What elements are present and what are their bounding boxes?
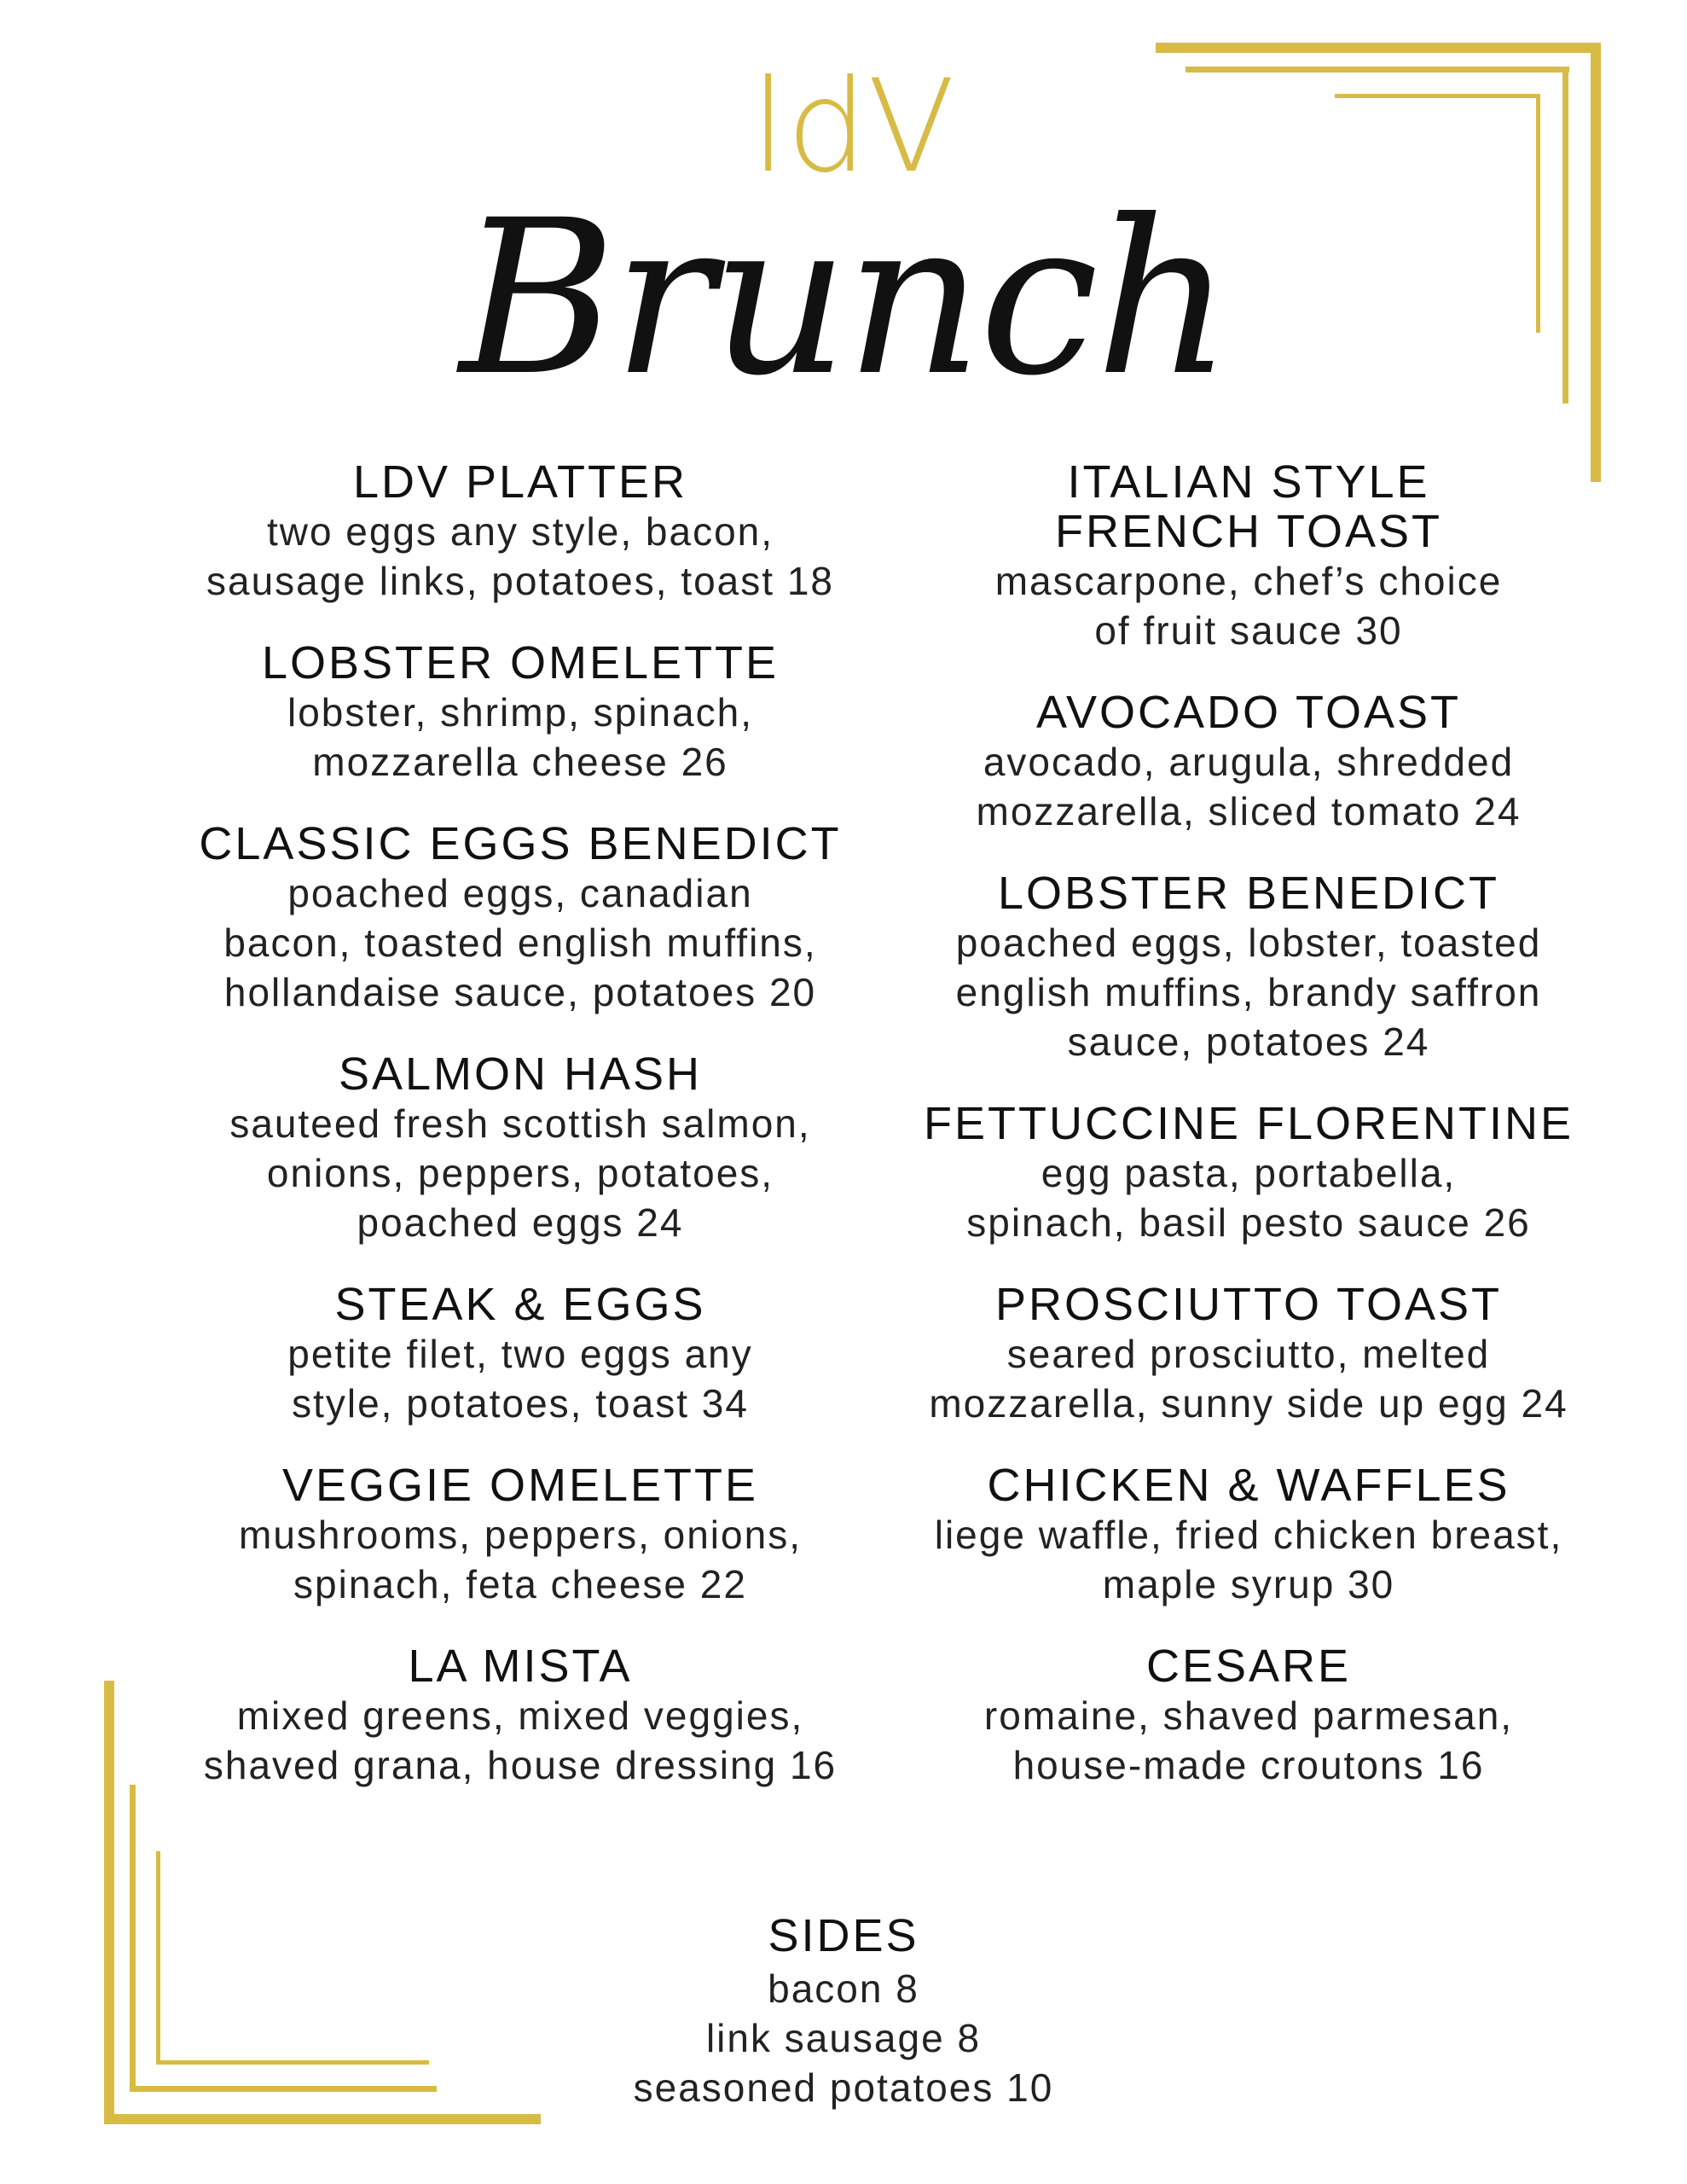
menu-item-name: PROSCIUTTO TOAST	[994, 1279, 1503, 1330]
corner-frame-top-right	[1562, 67, 1568, 404]
menu-item	[882, 868, 1615, 1066]
side-item: link sausage 8	[705, 2016, 982, 2060]
corner-frame-bottom-left	[156, 1851, 160, 2065]
menu-item-name: CESARE	[1145, 1641, 1352, 1692]
menu-item-name: LOBSTER BENEDICT	[997, 868, 1500, 919]
menu-item	[154, 1049, 887, 1247]
corner-frame-bottom-left	[104, 1681, 114, 2124]
menu-item-name: FETTUCCINE FLORENTINE	[923, 1098, 1574, 1149]
menu-item-name: LOBSTER OMELETTE	[261, 637, 780, 688]
menu-item	[154, 1280, 887, 1428]
logo-text: ldV	[751, 53, 955, 200]
corner-frame-bottom-left	[130, 2086, 437, 2092]
menu-title: Brunch	[459, 174, 1230, 422]
menu-item-description: seared prosciutto, melted mozzarella, sunny side up egg 24	[929, 1332, 1568, 1426]
menu-item-description: mushrooms, peppers, onions, spinach, feta cheese 22	[239, 1513, 802, 1606]
corner-frame-top-right	[1156, 43, 1599, 53]
menu-item-name: STEAK & EGGS	[334, 1279, 706, 1330]
menu-item-description: two eggs any style, bacon, sausage links, potatoes, toast 18	[206, 509, 834, 603]
sides-list	[502, 1964, 1185, 2112]
menu-item-name: SALMON HASH	[338, 1048, 703, 1100]
menu-item-description: romaine, shaved parmesan, house-made croutons 16	[983, 1693, 1514, 1787]
menu-item-name: CHICKEN & WAFFLES	[987, 1460, 1510, 1511]
menu-item	[882, 1099, 1615, 1247]
menu-item	[154, 1641, 887, 1790]
menu-item-name: LA MISTA	[408, 1641, 633, 1692]
corner-frame-top-right	[1335, 94, 1539, 98]
menu-item-description: lobster, shrimp, spinach, mozzarella cheese 26	[287, 690, 753, 784]
menu-item-name: AVOCADO TOAST	[1035, 687, 1462, 738]
corner-frame-bottom-left	[130, 1785, 136, 2092]
menu-item	[154, 638, 887, 787]
menu-item-name: LDV PLATTER	[352, 456, 688, 508]
menu-item	[882, 688, 1615, 836]
menu-item-name: VEGGIE OMELETTE	[281, 1460, 759, 1511]
menu-item-description: avocado, arugula, shredded mozzarella, sliced tomato 24	[976, 740, 1522, 834]
sides-section	[502, 1911, 1185, 2112]
menu-item	[882, 457, 1615, 655]
menu-column-right	[882, 457, 1615, 1822]
menu-item-name: CLASSIC EGGS BENEDICT	[199, 818, 842, 869]
menu-item-description: mascarpone, chef’s choice of fruit sauce 30	[994, 559, 1503, 653]
side-item: bacon 8	[768, 1966, 919, 2011]
corner-frame-bottom-left	[104, 2114, 541, 2124]
menu-item	[154, 457, 887, 606]
menu-item-description: sauteed fresh scottish salmon, onions, peppers, potatoes, poached eggs 24	[229, 1101, 811, 1245]
corner-frame-top-right	[1186, 67, 1569, 73]
menu-item-name: ITALIAN STYLE FRENCH TOAST	[1054, 456, 1443, 557]
menu-column-left	[154, 457, 887, 1822]
corner-frame-top-right	[1536, 94, 1540, 333]
menu-item	[154, 819, 887, 1017]
menu-item-description: poached eggs, canadian bacon, toasted english muffins, hollandaise sauce, potatoes 20	[223, 871, 817, 1014]
corner-frame-top-right	[1591, 43, 1601, 482]
menu-item	[882, 1280, 1615, 1428]
menu-item-description: petite filet, two eggs any style, potatoes, toast 34	[287, 1332, 753, 1426]
menu-item	[882, 1461, 1615, 1609]
sides-heading: SIDES	[768, 1910, 919, 1961]
corner-frame-bottom-left	[156, 2060, 429, 2065]
menu-item	[154, 1461, 887, 1609]
side-item: seasoned potatoes 10	[633, 2065, 1054, 2110]
menu-item-description: mixed greens, mixed veggies, shaved grana, house dressing 16	[203, 1693, 838, 1787]
menu-item-description: egg pasta, portabella, spinach, basil pesto sauce 26	[966, 1151, 1531, 1245]
menu-item-description: liege waffle, fried chicken breast, maple syrup 30	[934, 1513, 1563, 1606]
menu-item-description: poached eggs, lobster, toasted english muffins, brandy saffron sauce, potatoes 24	[955, 921, 1542, 1064]
menu-item	[882, 1641, 1615, 1790]
